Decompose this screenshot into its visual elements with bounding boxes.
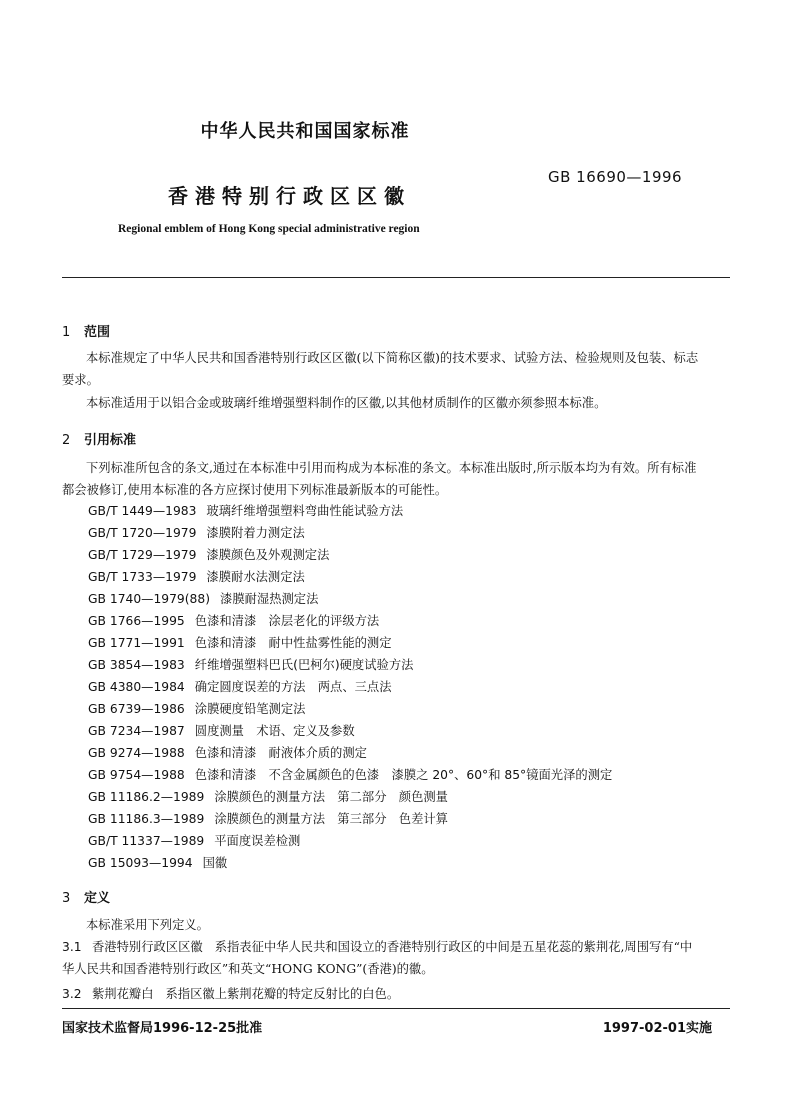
reference-item [88, 742, 612, 764]
standard-number: GB 16690—1996 [548, 168, 683, 186]
definition-3-1 [62, 936, 702, 980]
section-3-paragraph-1: 本标准采用下列定义。 [86, 918, 209, 932]
reference-code: GB 1766—1995 [88, 614, 185, 628]
reference-item [88, 852, 612, 874]
definition-number: 3.1 [62, 940, 82, 954]
reference-item [88, 698, 612, 720]
reference-code: GB 9754—1988 [88, 768, 185, 782]
reference-item [88, 588, 612, 610]
reference-item [88, 676, 612, 698]
reference-code: GB 1771—1991 [88, 636, 185, 650]
section-2-heading [62, 429, 136, 448]
reference-code: GB 11186.3—1989 [88, 812, 205, 826]
reference-name: 确定圆度误差的方法 两点、三点法 [194, 680, 392, 694]
reference-code: GB 7234—1987 [88, 724, 185, 738]
document-title: 香港特别行政区区徽 [168, 184, 411, 208]
reference-name: 漆膜附着力测定法 [206, 526, 305, 540]
section-title: 引用标准 [84, 433, 137, 448]
reference-code: GB/T 11337—1989 [88, 834, 205, 848]
reference-name: 纤维增强塑料巴氏(巴柯尔)硬度试验方法 [194, 658, 414, 672]
reference-item [88, 500, 612, 522]
reference-name: 玻璃纤维增强塑料弯曲性能试验方法 [206, 504, 404, 518]
footer-divider [62, 1008, 730, 1009]
reference-item [88, 830, 612, 852]
reference-name: 涂膜硬度铅笔测定法 [194, 702, 306, 716]
reference-list [88, 500, 612, 874]
reference-code: GB 4380—1984 [88, 680, 185, 694]
section-1-paragraph-1: 本标准规定了中华人民共和国香港特别行政区区徽(以下简称区徽)的技术要求、试验方法、检验规则及包装、标志要求。 [62, 351, 699, 387]
reference-item [88, 544, 612, 566]
reference-code: GB/T 1720—1979 [88, 526, 197, 540]
reference-name: 漆膜颜色及外观测定法 [206, 548, 330, 562]
reference-name: 平面度误差检测 [214, 834, 301, 848]
section-number: 1 [62, 325, 71, 340]
reference-code: GB 9274—1988 [88, 746, 185, 760]
definition-term: 香港特别行政区区徽 [92, 940, 203, 954]
section-number: 3 [62, 891, 71, 906]
section-1-paragraph-2: 本标准适用于以铝合金或玻璃纤维增强塑料制作的区徽,以其他材质制作的区徽亦须参照本标准。 [86, 396, 607, 410]
reference-name: 涂膜颜色的测量方法 第二部分 颜色测量 [214, 790, 448, 804]
authority-title: 中华人民共和国国家标准 [200, 121, 410, 142]
document-title-en: Regional emblem of Hong Kong special administrative region [118, 223, 420, 235]
reference-code: GB 1740—1979(88) [88, 592, 211, 606]
reference-name: 漆膜耐湿热测定法 [220, 592, 319, 606]
reference-item [88, 566, 612, 588]
effective-date: 1997-02-01实施 [602, 1021, 712, 1036]
reference-item [88, 720, 612, 742]
reference-code: GB 6739—1986 [88, 702, 185, 716]
reference-name: 国徽 [202, 856, 228, 870]
section-2-paragraph-1: 下列标准所包含的条文,通过在本标准中引用而构成为本标准的条文。本标准出版时,所示版本均为有效。所有标准都会被修订,使用本标准的各方应探讨使用下列标准最新版本的可能性。 [62, 461, 697, 497]
definition-term: 紫荆花瓣白 [92, 987, 154, 1001]
reference-item [88, 522, 612, 544]
reference-code: GB 15093—1994 [88, 856, 193, 870]
reference-code: GB 3854—1983 [88, 658, 185, 672]
reference-code: GB/T 1449—1983 [88, 504, 197, 518]
reference-name: 色漆和清漆 不含金属颜色的色漆 漆膜之 20°、60°和 85°镜面光泽的测定 [194, 768, 613, 782]
approval-date: 国家技术监督局1996-12-25批准 [62, 1021, 263, 1036]
reference-name: 漆膜耐水法测定法 [206, 570, 305, 584]
section-1-heading [62, 321, 110, 340]
reference-item [88, 786, 612, 808]
reference-item [88, 808, 612, 830]
definition-3-2 [62, 983, 702, 1005]
reference-name: 色漆和清漆 耐液体介质的测定 [194, 746, 367, 760]
reference-item [88, 764, 612, 786]
reference-name: 圆度测量 术语、定义及参数 [194, 724, 355, 738]
reference-item [88, 610, 612, 632]
section-title: 定义 [84, 891, 111, 906]
section-number: 2 [62, 433, 71, 448]
reference-code: GB/T 1733—1979 [88, 570, 197, 584]
reference-item [88, 654, 612, 676]
reference-item [88, 632, 612, 654]
definition-number: 3.2 [62, 987, 82, 1001]
reference-code: GB/T 1729—1979 [88, 548, 197, 562]
definition-text: 系指区徽上紫荆花瓣的特定反射比的白色。 [165, 987, 400, 1001]
reference-name: 色漆和清漆 耐中性盐雾性能的测定 [194, 636, 392, 650]
reference-code: GB 11186.2—1989 [88, 790, 205, 804]
reference-name: 涂膜颜色的测量方法 第三部分 色差计算 [214, 812, 448, 826]
header-divider [62, 277, 730, 278]
reference-name: 色漆和清漆 涂层老化的评级方法 [194, 614, 380, 628]
section-title: 范围 [84, 325, 111, 340]
section-3-heading [62, 887, 110, 906]
definition-text: 系指表征中华人民共和国设立的香港特别行政区的中间是五星花蕊的紫荆花,周围写有“中华人民共和国香港特别行政区”和英文“HONG KONG”(香港)的徽。 [62, 940, 693, 976]
